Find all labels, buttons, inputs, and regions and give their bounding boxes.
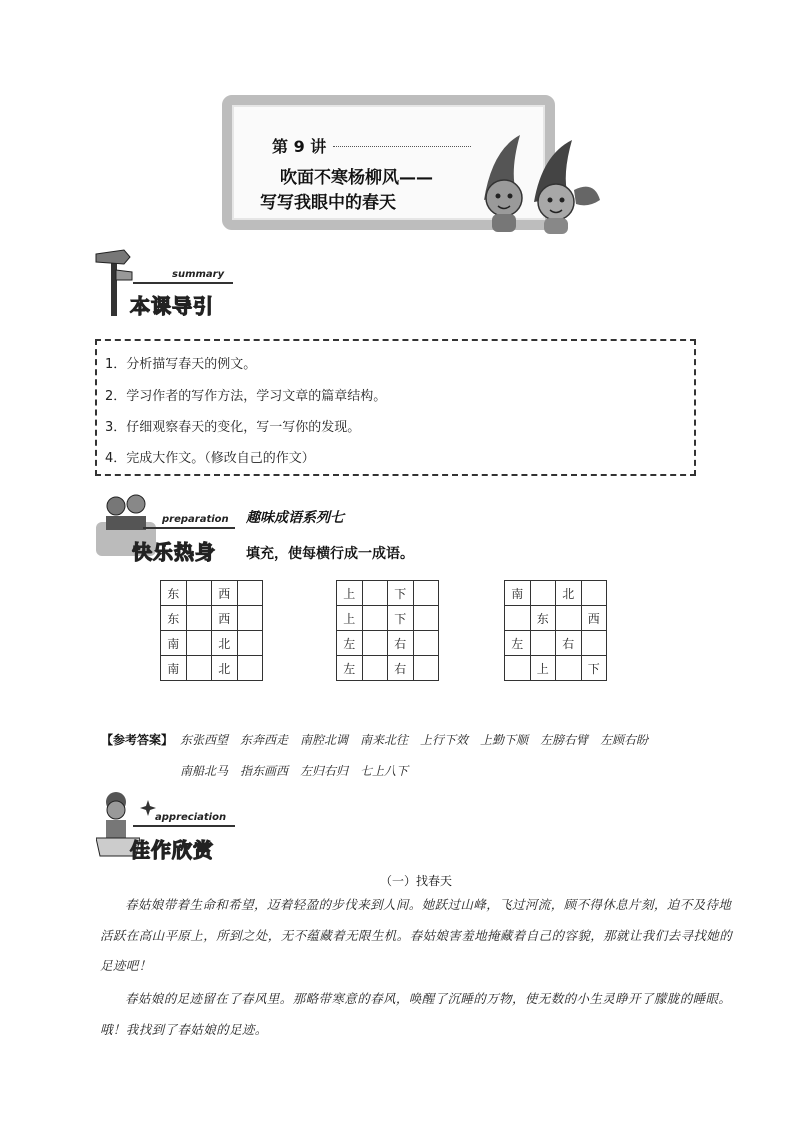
- grid-cell: 上: [337, 606, 363, 631]
- grid-cell: 上: [337, 581, 363, 606]
- lesson-dotted-line: [333, 146, 471, 147]
- grid-cell: 下: [581, 656, 607, 681]
- summary-item-3: 3．仔细观察春天的变化，写一写你的发现。: [105, 420, 361, 435]
- grid-cell: 左: [337, 656, 363, 681]
- answers-line-2: 南船北马 指东画西 左归右归 七上八下: [180, 764, 409, 778]
- grid-cell: 右: [388, 656, 414, 681]
- answers-line-1: 东张西望 东奔西走 南腔北调 南来北往 上行下效 上勤下顺 左膀右臂 左顾右盼: [180, 733, 649, 747]
- grid-cell: [237, 581, 263, 606]
- grid-cell: 南: [161, 631, 187, 656]
- warmup-title: 趣味成语系列七: [246, 510, 344, 526]
- idiom-grid-2: [336, 580, 439, 681]
- idiom-grid-3: [504, 580, 607, 681]
- grid-cell: 下: [388, 581, 414, 606]
- grid-cell: [505, 606, 531, 631]
- lesson-title-line1: 吹面不寒杨柳风——: [280, 168, 433, 188]
- essay-paragraph-1: 春姑娘带着生命和希望，迈着轻盈的步伐来到人间。她跃过山峰，飞过河流，顾不得休息片刻，迫不及待地活跃在高山平原上，所到之处，无不蕴藏着无限生机。春姑娘害羞地掩藏着自己的容貌，那就让我们去寻找她的足迹吧！: [100, 897, 733, 973]
- grid-cell: [362, 606, 388, 631]
- preparation-cn-title: 快乐热身: [132, 540, 216, 564]
- appreciation-cn-title: 佳作欣赏: [130, 838, 214, 862]
- answer-label: 【参考答案】: [101, 733, 174, 747]
- grid-cell: [581, 631, 607, 656]
- elf-mascots-illustration: [472, 130, 607, 235]
- sparkle-icon: [140, 800, 156, 816]
- grid-cell: 左: [337, 631, 363, 656]
- summary-header-line: [133, 282, 233, 284]
- summary-item-4: 4．完成大作文。（修改自己的作文）: [105, 451, 315, 466]
- grid-cell: [237, 656, 263, 681]
- grid-cell: 左: [505, 631, 531, 656]
- grid-cell: 西: [581, 606, 607, 631]
- grid-cell: 西: [212, 606, 238, 631]
- grid-cell: [237, 631, 263, 656]
- essay-paragraph-2: 春姑娘的足迹留在了春风里。那略带寒意的春风，唤醒了沉睡的万物，使无数的小生灵睁开了朦胧的睡眼。哦！我找到了春姑娘的足迹。: [100, 991, 732, 1037]
- grid-cell: [413, 631, 439, 656]
- grid-cell: 西: [212, 581, 238, 606]
- grid-cell: [413, 581, 439, 606]
- grid-cell: [530, 581, 556, 606]
- lesson-title-line2: 写写我眼中的春天: [260, 193, 396, 213]
- grid-cell: 南: [505, 581, 531, 606]
- grid-cell: [186, 581, 212, 606]
- grid-cell: 北: [556, 581, 582, 606]
- grid-cell: [413, 606, 439, 631]
- grid-cell: [556, 656, 582, 681]
- grid-cell: 右: [388, 631, 414, 656]
- grid-cell: 东: [161, 581, 187, 606]
- grid-cell: [581, 581, 607, 606]
- idiom-grid-1: [160, 580, 263, 681]
- grid-cell: [186, 631, 212, 656]
- lesson-number: 第 9 讲: [272, 137, 327, 156]
- grid-cell: 上: [530, 656, 556, 681]
- grid-cell: 东: [530, 606, 556, 631]
- summary-en-label: summary: [172, 269, 225, 280]
- grid-cell: 下: [388, 606, 414, 631]
- grid-cell: [186, 606, 212, 631]
- appreciation-header-line: [133, 825, 235, 827]
- grid-cell: [362, 581, 388, 606]
- warmup-instruction: 填充，使每横行成一成语。: [246, 546, 414, 562]
- grid-cell: [237, 606, 263, 631]
- appreciation-en-label: appreciation: [155, 812, 227, 823]
- grid-cell: 南: [161, 656, 187, 681]
- grid-cell: 北: [212, 656, 238, 681]
- preparation-header-line: [143, 527, 235, 529]
- grid-cell: [362, 656, 388, 681]
- grid-cell: 右: [556, 631, 582, 656]
- preparation-en-label: preparation: [162, 514, 229, 525]
- summary-item-2: 2．学习作者的写作方法，学习文章的篇章结构。: [105, 389, 387, 404]
- grid-cell: 东: [161, 606, 187, 631]
- summary-item-1: 1．分析描写春天的例文。: [105, 357, 257, 372]
- grid-cell: [530, 631, 556, 656]
- grid-cell: [186, 656, 212, 681]
- grid-cell: [362, 631, 388, 656]
- summary-cn-title: 本课导引: [130, 294, 214, 318]
- grid-cell: 北: [212, 631, 238, 656]
- grid-cell: [413, 656, 439, 681]
- signpost-icon: [94, 248, 134, 316]
- grid-cell: [556, 606, 582, 631]
- essay-title: （一）找春天: [380, 874, 453, 888]
- grid-cell: [505, 656, 531, 681]
